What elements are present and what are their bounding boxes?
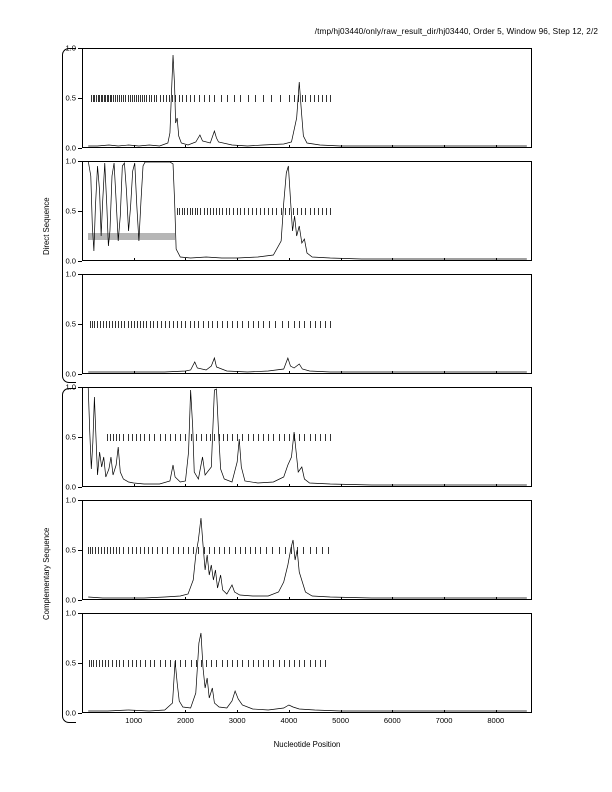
y-tick [78,487,82,488]
series-probability [88,518,527,598]
series-probability [88,358,527,372]
probability-trace [82,48,532,148]
figure-title: /tmp/hj03440/only/raw_result_dir/hj03440, Order 5, Window 96, Step 12, 2/2 [314,27,598,36]
y-tick-label: 0.5 [65,206,76,216]
y-tick-label: 0.0 [65,708,76,718]
y-tick-label: 0.5 [65,319,76,329]
y-tick-label: 0.0 [65,143,76,153]
y-axis-group-label-direct: Direct Sequence [42,197,51,255]
y-tick-label: 0.5 [65,658,76,668]
y-tick [78,148,82,149]
probability-trace [82,274,532,374]
x-tick-label: 5000 [332,716,350,725]
x-tick-label: 3000 [228,716,246,725]
probability-trace [82,500,532,600]
y-tick [78,261,82,262]
y-tick-label: 0.0 [65,595,76,605]
x-axis-title: Nucleotide Position [273,740,341,749]
x-tick-label: 4000 [280,716,298,725]
y-tick-label: 0.5 [65,545,76,555]
y-tick-label: 1.0 [65,269,76,279]
probability-trace [82,613,532,713]
series-probability [88,633,527,711]
y-tick-label: 0.0 [65,482,76,492]
y-tick-label: 0.0 [65,256,76,266]
y-tick [78,713,82,714]
y-tick-label: 0.5 [65,93,76,103]
plot-panel-frame-3-complementary [65,608,532,725]
y-tick-label: 1.0 [65,156,76,166]
y-tick-label: 1.0 [65,43,76,53]
series-probability [88,161,527,259]
plot-panel-frame-3-direct [65,269,532,379]
y-tick-label: 1.0 [65,382,76,392]
y-tick-label: 0.5 [65,432,76,442]
y-tick-label: 1.0 [65,495,76,505]
y-tick-label: 1.0 [65,608,76,618]
plot-panel-frame-1-complementary [65,382,532,492]
plot-panel-frame-2-direct [65,156,532,266]
x-tick-label: 2000 [176,716,194,725]
x-tick-label: 7000 [435,716,453,725]
y-tick [78,600,82,601]
probability-trace [82,387,532,487]
y-tick [78,374,82,375]
series-probability [88,387,527,485]
plot-panel-frame-2-complementary [65,495,532,605]
x-tick-label: 8000 [487,716,505,725]
x-tick-label: 6000 [383,716,401,725]
y-axis-group-label-complementary: Complementary Sequence [42,527,51,620]
plot-panel-frame-1-direct [65,43,532,153]
probability-trace [82,161,532,261]
y-tick-label: 0.0 [65,369,76,379]
series-probability [88,55,527,146]
x-tick-label: 1000 [125,716,143,725]
